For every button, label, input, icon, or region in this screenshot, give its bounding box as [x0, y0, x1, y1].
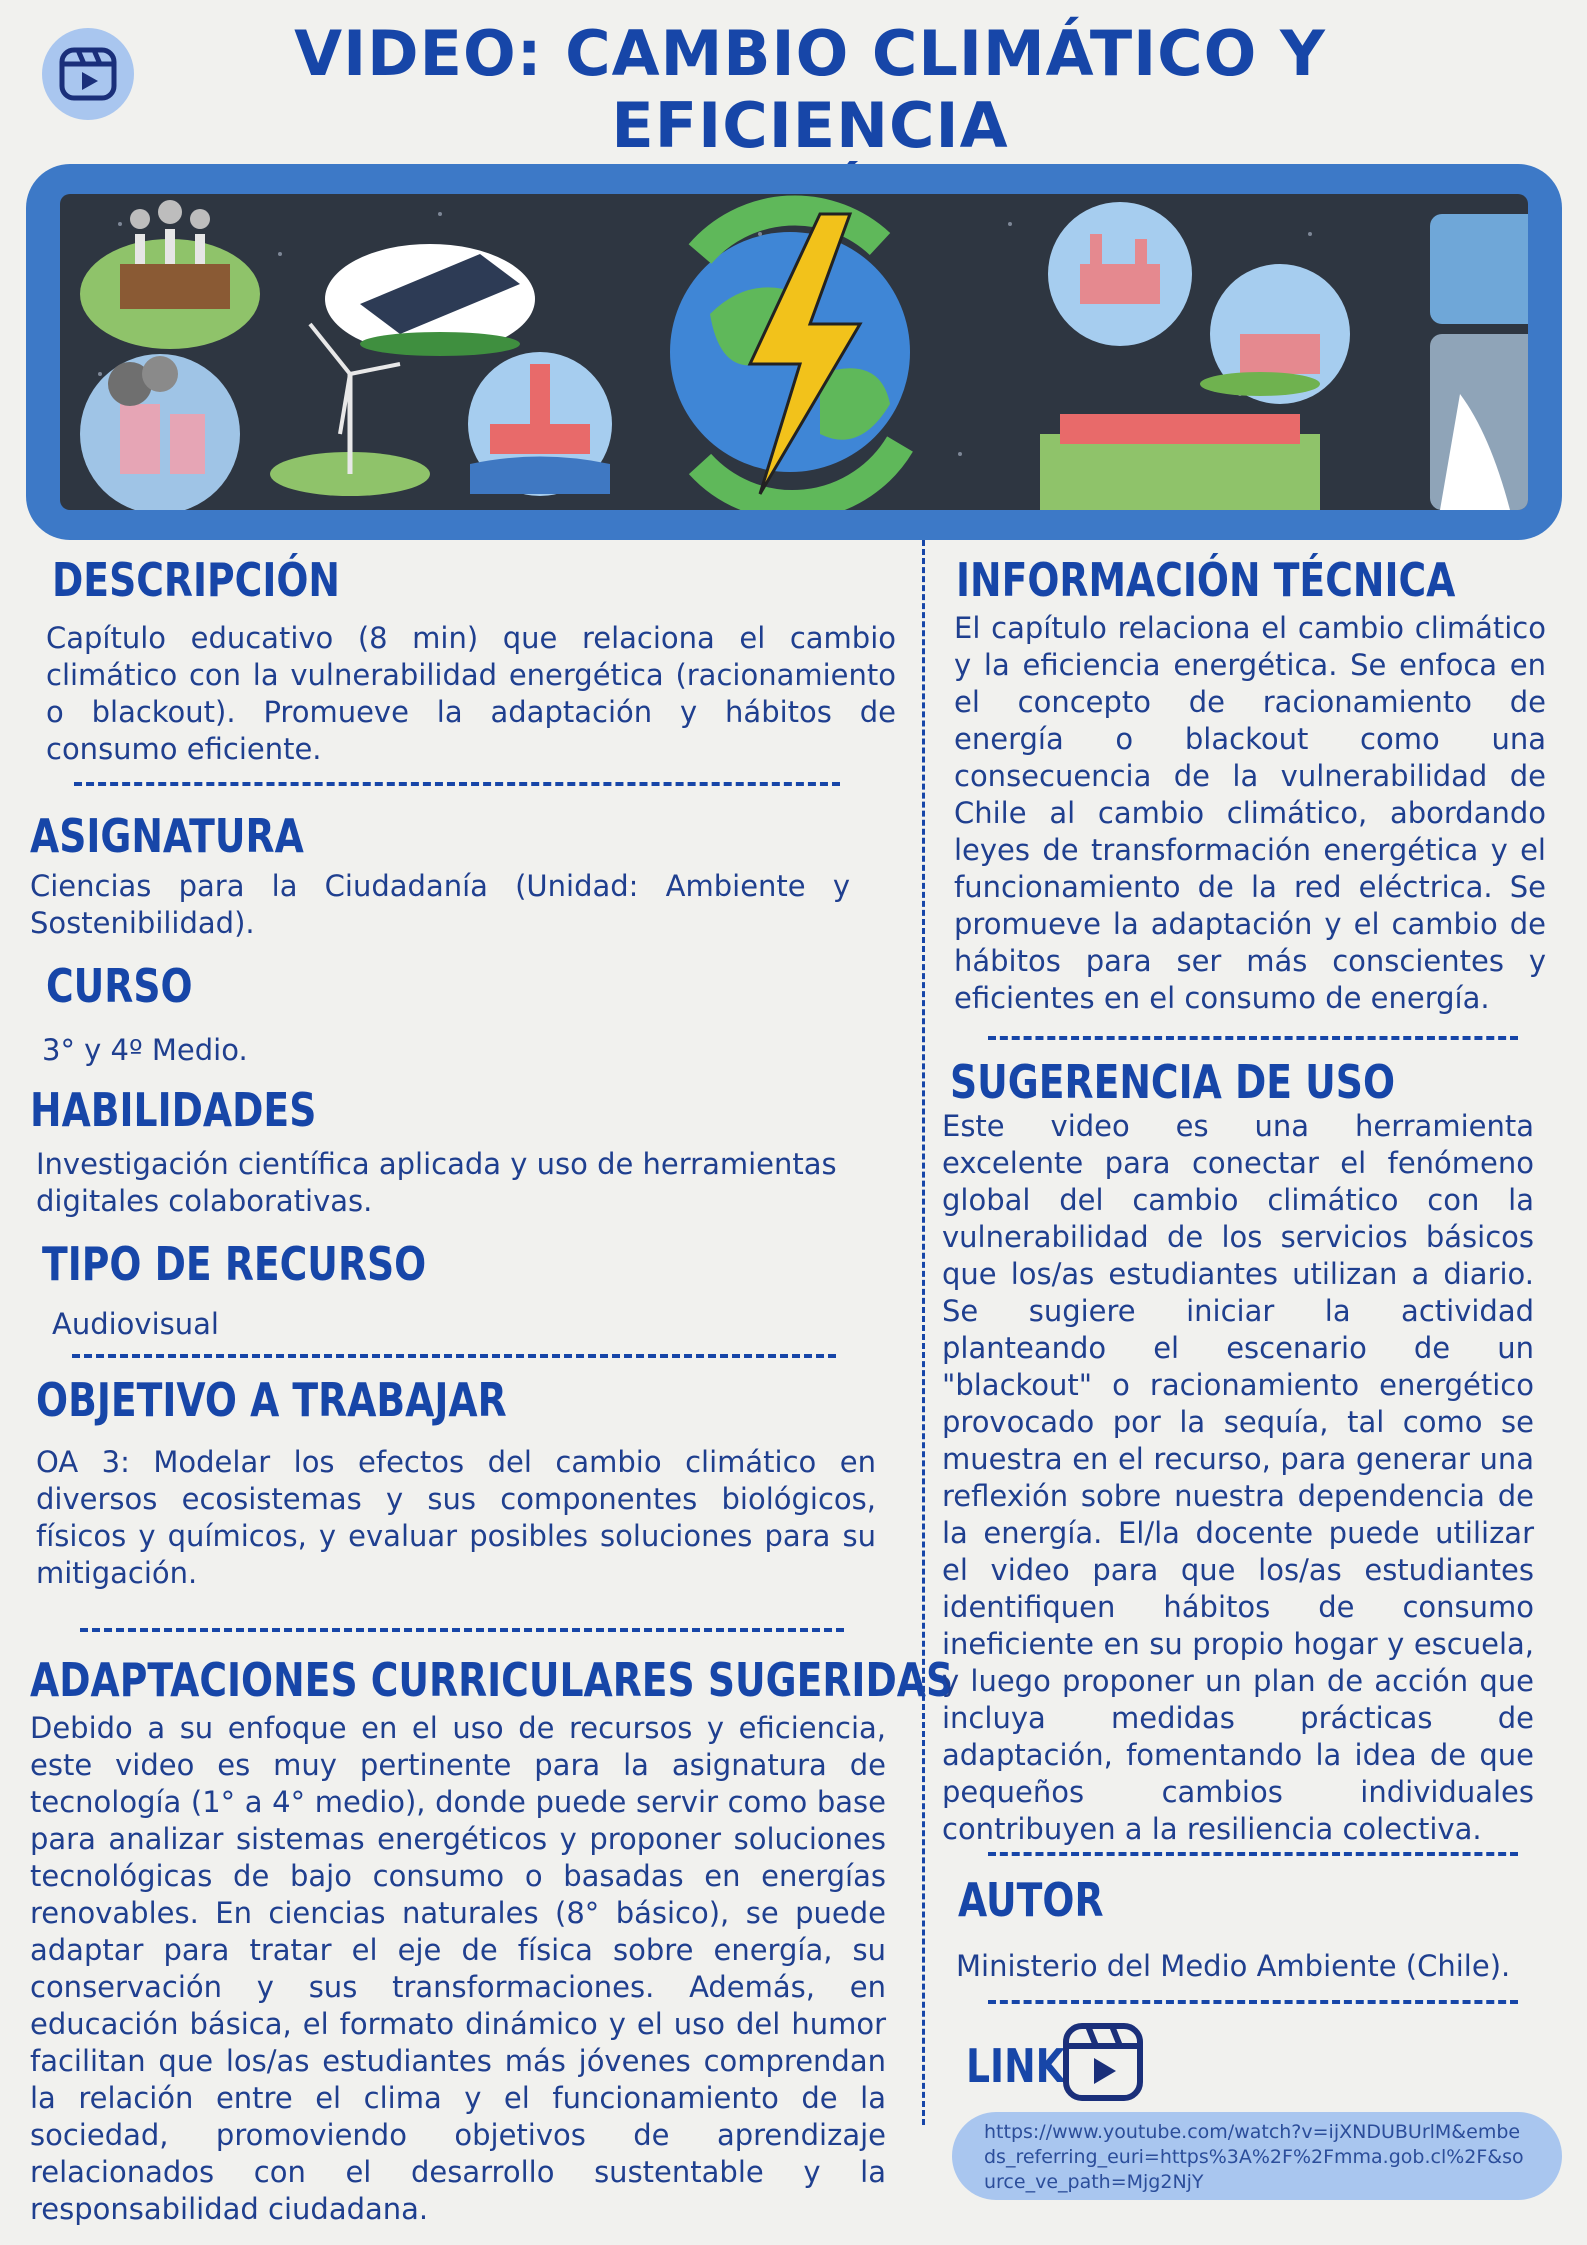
curso-text: 3° y 4º Medio.: [42, 1033, 248, 1067]
link-heading: LINK: [966, 2039, 1065, 2093]
industry-icon: [1040, 202, 1350, 510]
oil-platform-icon: [468, 352, 612, 496]
divider: [988, 2000, 1518, 2004]
video-play-icon[interactable]: [1060, 2018, 1146, 2104]
tipo-recurso-heading: TIPO DE RECURSO: [42, 1237, 427, 1291]
asignatura-heading: ASIGNATURA: [30, 809, 304, 863]
divider: [74, 782, 840, 786]
title-line-1: VIDEO: CAMBIO CLIMÁTICO Y EFICIENCIA: [294, 17, 1326, 162]
autor-text: Ministerio del Medio Ambiente (Chile).: [956, 1949, 1511, 1983]
habilidades-heading: HABILIDADES: [30, 1083, 317, 1137]
video-url-link[interactable]: https://www.youtube.com/watch?v=ijXNDUBUrlM&embeds_referring_euri=https%3A%2F%2Fmma.gob.cl%2F&source_ve_path=Mjg2NjY: [952, 2112, 1562, 2200]
divider: [988, 1852, 1518, 1856]
banner-illustration: [60, 194, 1528, 510]
divider: [80, 1628, 844, 1632]
divider: [988, 1036, 1518, 1040]
power-plant-icon: [80, 354, 240, 510]
banner: [26, 164, 1562, 540]
curso-heading: CURSO: [46, 959, 193, 1013]
adaptaciones-heading: ADAPTACIONES CURRICULARES SUGERIDAS: [30, 1653, 954, 1707]
informacion-text: El capítulo relaciona el cambio climático y la eficiencia energética. Se enfoca en el concepto de racionamiento de energía o blackout como una consecuencia de la vulnerabilidad de Chile al cambio climático, abordando leyes de transformación energética y el funcionamiento de la red eléctrica. Se promueve la adaptación y el cambio de hábitos para ser más conscientes y eficientes en el consumo de energía.: [954, 611, 1546, 1015]
objetivo-text: OA 3: Modelar los efectos del cambio climático en diversos ecosistemas y sus componentes biológicos, físicos y químicos, y evaluar posibles soluciones para su mitigación.: [36, 1445, 876, 1590]
divider: [72, 1354, 836, 1358]
solar-panel-icon: [325, 244, 535, 356]
informacion-heading: INFORMACIÓN TÉCNICA: [956, 553, 1456, 607]
asignatura-text: Ciencias para la Ciudadanía (Unidad: Ambiente y Sostenibilidad).: [30, 869, 850, 940]
tipo-recurso-text: Audiovisual: [52, 1307, 219, 1341]
video-icon: [42, 28, 134, 120]
dam-icon: [1430, 214, 1528, 510]
factory-icon: [80, 200, 260, 349]
globe-energy-icon: [670, 210, 910, 505]
descripcion-text: Capítulo educativo (8 min) que relaciona el cambio climático con la vulnerabilidad energética (racionamiento o blackout). Promueve la adaptación y hábitos de consumo eficiente.: [46, 621, 896, 766]
autor-heading: AUTOR: [958, 1873, 1104, 1927]
adaptaciones-text: Debido a su enfoque en el uso de recursos y eficiencia, este video es muy pertinente para la asignatura de tecnología (1° a 4° medio), donde puede servir como base para analizar sistemas energéticos y proponer soluciones tecnológicas de bajo consumo o basadas en energías renovables. En ciencias naturales (8° básico), se puede adaptar para tratar el eje de física sobre energía, su conservación y sus transformaciones. Además, en educación básica, el formato dinámico y el uso del humor facilitan que los/as estudiantes más jóvenes comprendan la relación entre el clima y el funcionamiento de la sociedad, promoviendo objetivos de aprendizaje relacionados con el desarrollo sustentable y la responsabilidad ciudadana.: [30, 1711, 886, 2226]
sugerencia-heading: SUGERENCIA DE USO: [950, 1055, 1396, 1109]
column-divider: [922, 540, 925, 2125]
sugerencia-text: Este video es una herramienta excelente para conectar el fenómeno global del cambio climático con la vulnerabilidad de los servicios básicos que los/as estudiantes utilizan a diario. Se sugiere iniciar la actividad planteando el escenario de un "blackout" o racionamiento energético provocado por la sequía, tal como se muestra en el recurso, para generar una reflexión sobre nuestra dependencia de la energía. El/la docente puede utilizar el video para que los/as estudiantes identifiquen hábitos de consumo ineficiente en su propio hogar y escuela, y luego proponer un plan de acción que incluya medidas prácticas de adaptación, fomentando la idea de que pequeños cambios individuales contribuyen a la resiliencia colectiva.: [942, 1109, 1534, 1846]
descripcion-heading: DESCRIPCIÓN: [52, 553, 341, 607]
habilidades-text: Investigación científica aplicada y uso de herramientas digitales colaborativas.: [36, 1147, 837, 1218]
objetivo-heading: OBJETIVO A TRABAJAR: [36, 1373, 507, 1427]
